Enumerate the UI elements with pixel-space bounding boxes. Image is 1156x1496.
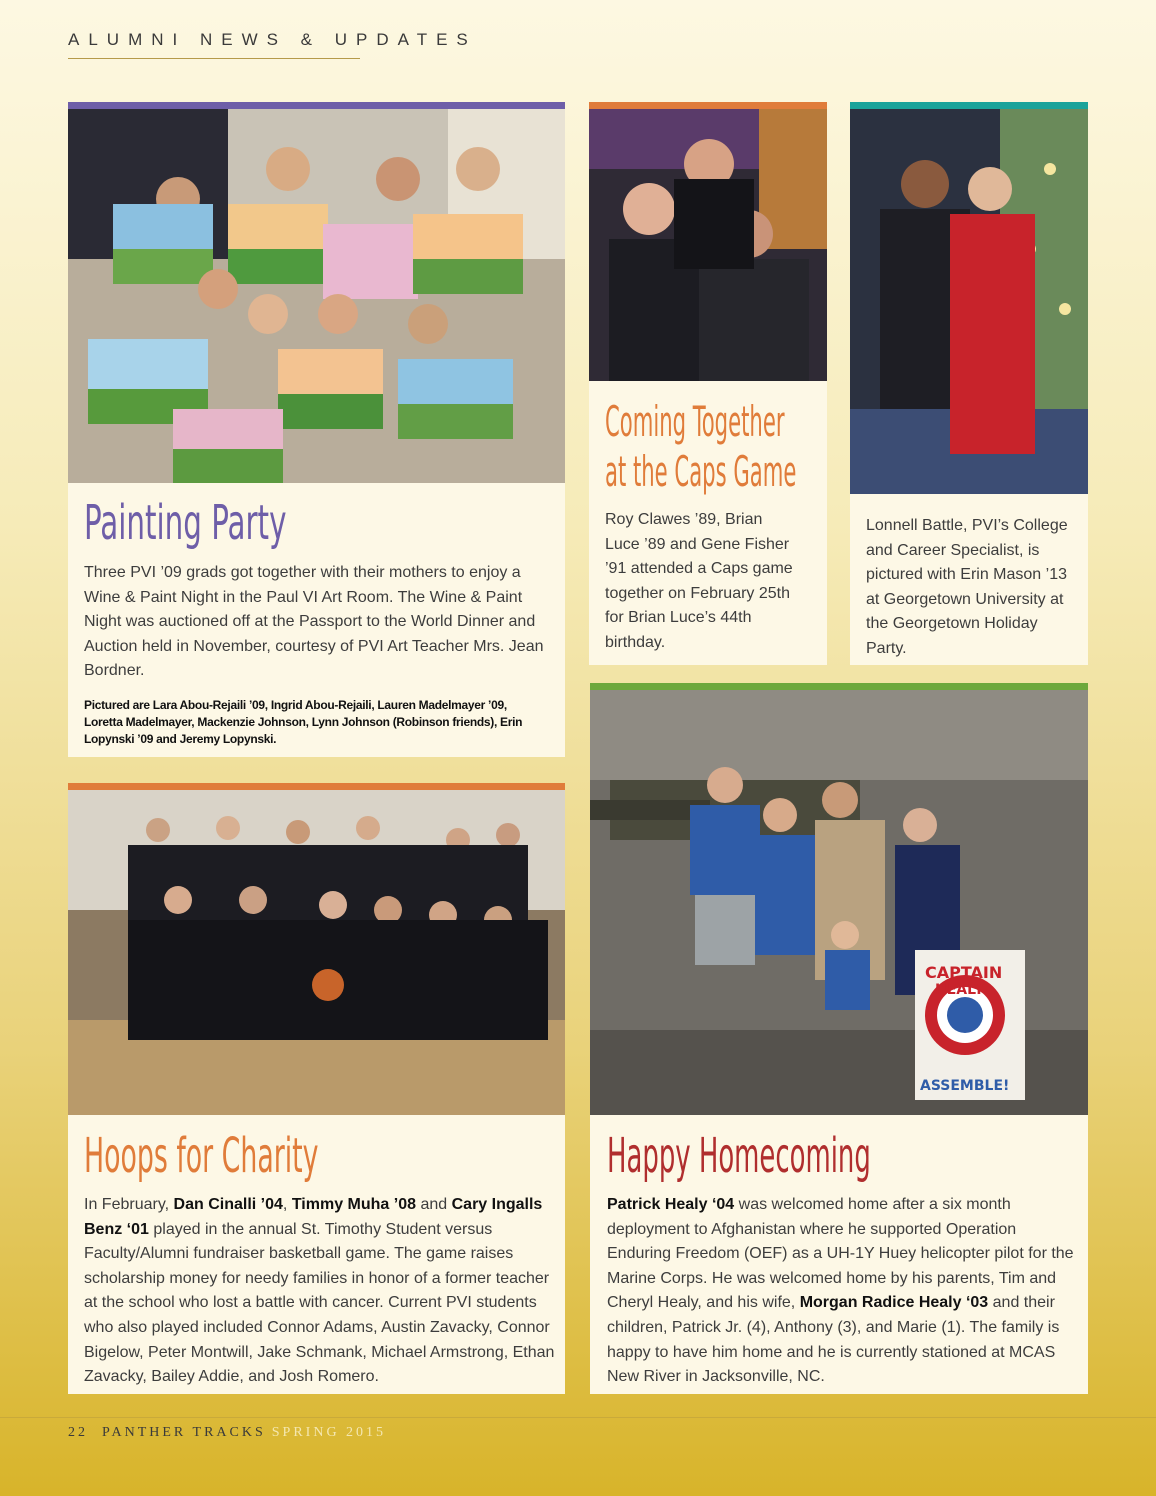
sign-line1: CAPTAIN — [925, 963, 1003, 982]
page-footer — [0, 1417, 1156, 1440]
painting-party-card — [68, 102, 565, 757]
magazine-name: PANTHER TRACKS — [102, 1425, 266, 1440]
caps-game-title-line1: Coming Together — [605, 397, 785, 446]
hoops-name-dan: Dan Cinalli ’04 — [173, 1196, 283, 1213]
hoops-intro: In February, — [84, 1196, 170, 1213]
homecoming-card — [590, 683, 1088, 1394]
homecoming-name-patrick: Patrick Healy ‘04 — [607, 1196, 735, 1213]
hoops-charity-card — [68, 783, 565, 1394]
caps-game-photo — [589, 109, 827, 381]
hoops-charity-body — [84, 1193, 559, 1390]
sign-line3: ASSEMBLE! — [920, 1078, 1010, 1094]
hoops-name-cary: Cary Ingalls Benz ‘01 — [84, 1196, 543, 1238]
caps-game-body: Roy Clawes ’89, Brian Luce ’89 and Gene Fisher ’91 attended a Caps game together on February 25th for Brian Luce’s 44th birthday. — [605, 511, 793, 651]
homecoming-title: Happy Homecoming — [607, 1128, 871, 1184]
georgetown-body: Lonnell Battle, PVI’s College and Career Specialist, is pictured with Erin Mason ’13 at Georgetown University at the Georgetown Holiday Party. — [866, 517, 1068, 657]
footer-text — [68, 1425, 386, 1441]
caps-game-card — [589, 102, 827, 665]
homecoming-body — [607, 1193, 1077, 1390]
sign-line2: HEALY — [935, 982, 984, 998]
painting-party-title: Painting Party — [84, 495, 287, 551]
hoops-rest: played in the annual St. Timothy Student versus Faculty/Alumni fundraiser basketball game. The game raises scholarship money for needy families in honor of a former teacher at the school who lost a battle with cancer. Current PVI students who also played included Connor Adams, Austin Zavacky, Connor Bigelow, Peter Montwill, Jake Schmank, Michael Armstrong, Ethan Zavacky, Bailey Addie, and Josh Romero. — [84, 1220, 555, 1386]
hoops-sep-and: and — [420, 1196, 448, 1213]
section-header: ALUMNI NEWS & UPDATES — [68, 30, 360, 59]
homecoming-photo — [590, 690, 1088, 1115]
homecoming-name-morgan: Morgan Radice Healy ‘03 — [799, 1294, 989, 1312]
painting-party-body: Three PVI ’09 grads got together with their mothers to enjoy a Wine & Paint Night in the Paul VI Art Room. The Wine & Paint Night was auctioned off at the Passport to the World Dinner and Auction held in November, courtesy of PVI Art Teacher Mrs. Jean Bordner. — [84, 564, 544, 680]
georgetown-card — [850, 102, 1088, 665]
painting-party-photo — [68, 109, 565, 483]
page-number: 22 — [68, 1425, 88, 1440]
homecoming-part2: and their children, Patrick Jr. (4), Anthony (3), and Marie (1). The family is happy to have him home and he is currently stationed at MCAS New River in Jacksonville, NC. — [607, 1294, 1060, 1386]
hoops-sep-comma: , — [282, 1196, 288, 1213]
hoops-charity-photo — [68, 790, 565, 1115]
painting-party-caption: Pictured are Lara Abou-Rejaili ’09, Ingrid Abou-Rejaili, Lauren Madelmayer ’09, Loretta Madelmayer, Mackenzie Johnson, Lynn Johnson (Robinson friends), Erin Lopynski ’09 and Jeremy Lopynski. — [84, 698, 523, 746]
caps-game-title-line2: at the Caps Game — [605, 447, 797, 496]
homecoming-part1: was welcomed home after a six month deployment to Afghanistan where he supported Operation Enduring Freedom (OEF) as a UH-1Y Huey helicopter pilot for the Marine Corps. He was welcomed home by his parents, Tim and Cheryl Healy, and his wife, — [607, 1196, 1074, 1312]
georgetown-photo — [850, 109, 1088, 494]
hoops-charity-title: Hoops for Charity — [84, 1128, 319, 1184]
issue-season: SPRING 2015 — [271, 1425, 387, 1440]
hoops-name-timmy: Timmy Muha ’08 — [291, 1196, 416, 1213]
